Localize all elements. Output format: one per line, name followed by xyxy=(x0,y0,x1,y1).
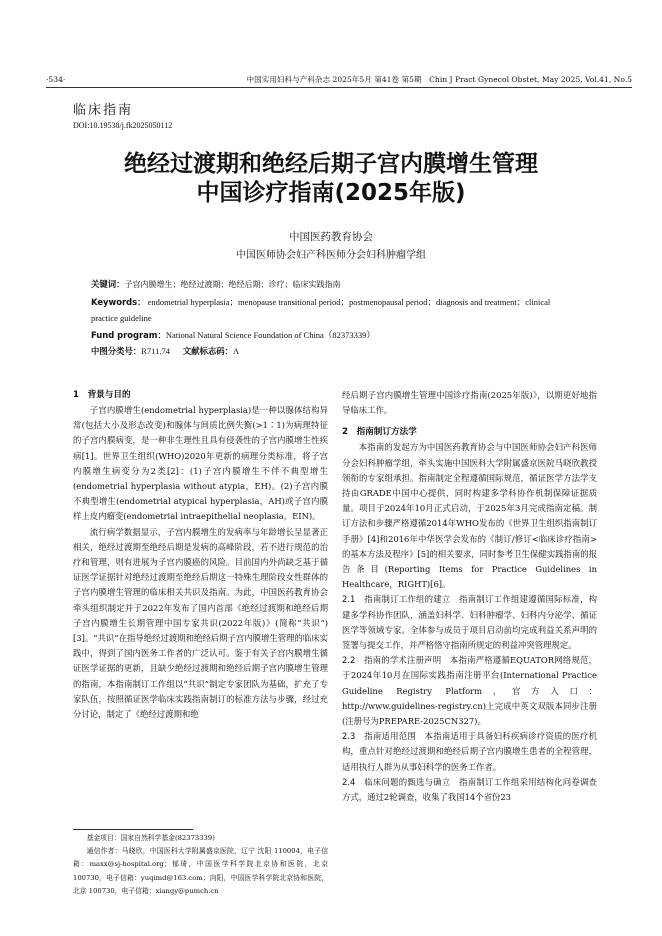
paragraph: 子宫内膜增生(endometrial hyperplasia)是一种以腺体结构异常(包括大小及形态改变)和腺体与间质比例失衡(>1∶1)为病理特征的子宫内膜病变，是一种非生理性且具有侵袭性的子宫内膜增生性疾病[1]。世界卫生组织(WHO)2020年更新的病理分类标准，将子宫内膜增生病变分为2类[2]：(1)子宫内膜增生不伴不典型增生(endometrial hyperplasia without atypia，EH)。(2)子宫内膜不典型增生(endometrial atypical hyperplasia，AH)或子宫内膜样上皮内瘤变(endometrial intraepithelial neoplasia，EIN)。 xyxy=(73,405,328,522)
subsection-text: 本指南适用于具备妇科疾病诊疗资质的医疗机构，重点针对绝经过渡期和绝经后期子宫内膜增生患者的全程管理，适用执行人群为从事妇科学的医务工作者。 xyxy=(342,731,597,772)
right-column xyxy=(342,388,597,805)
subsection-2-3 xyxy=(342,729,597,775)
subsection-title: 2.4 临床问题的甄选与确立 xyxy=(342,776,451,787)
subsection-title: 2.2 指南的学术注册声明 xyxy=(342,655,442,666)
subsection-title: 2.1 指南制订工作组的建立 xyxy=(342,594,451,605)
fund-text: National Natural Science Foundation of China（82373339） xyxy=(165,329,375,340)
doc-code-label: 文献标志码： xyxy=(182,346,233,356)
subsection-2-2 xyxy=(342,653,597,729)
section-heading-2: 2 指南制订方法学 xyxy=(342,427,417,438)
subsection-text: 指南制订工作组采用结构化问卷调查方式，通过2轮调查，收集了我国14个省份23 xyxy=(342,776,598,803)
keywords-zh-label: 关键词： xyxy=(91,279,125,289)
subsection-2-4 xyxy=(342,775,597,805)
paragraph: 本指南的发起方为中国医药教育协会与中国医师协会妇产科医师分会妇科肿瘤学组，牵头实施中国医科大学附属盛京医院马晓欣教授领衔的专家组承担。指南制定全程遵循国际规范，循证医学方法学支持由GRADE中国中心提供，同时构建多学科协作机制保障证据质量。项目于2024年10月正式启动，于2025年3月完成指南定稿。制订方法和步骤严格遵循2014年WHO发布的《世界卫生组织指南制订手册》[4]和2016年中华医学会发布的《制订/修订<临床诊疗指南>的基本方法及程序》[5]的相关要求，同时参考卫生保健实践指南的报告条目(Reporting Items for Practice Guidelines in Healthcare，RIGHT)[6]。 xyxy=(342,442,597,590)
keywords-en-label: Keywords： xyxy=(91,296,146,307)
left-column xyxy=(73,388,328,722)
title-line-1: 绝经过渡期和绝经后期子宫内膜增生管理 xyxy=(124,151,538,177)
journal-citation: 中国实用妇科与产科杂志 2025年5月 第41卷 第5期 Chin J Pract Gynecol Obstet, May 2025, Vol.41, No.5 xyxy=(246,75,632,84)
keywords-zh xyxy=(91,276,571,294)
keywords-en xyxy=(91,294,571,327)
page-number: ·534· xyxy=(46,75,66,84)
author-organization-1: 中国医药教育协会 xyxy=(289,231,373,243)
clc-value: R711.74 xyxy=(141,346,170,356)
subsection-text: 指南制订工作组建遵循国际标准，构建多学科协作团队，涵盖妇科学、妇科肿瘤学、妇科内分泌学、循证医学等领域专家。全体参与成员于项目启动前均完成利益关系声明的签署与提交工作，并严格恪守指南所规定的利益冲突管理规定。 xyxy=(342,594,598,651)
doi: DOI:10.19538/j.fk2025050112 xyxy=(73,121,173,130)
footnotes xyxy=(73,832,328,898)
author-organization-2: 中国医师协会妇产科医师分会妇科肿瘤学组 xyxy=(236,250,426,261)
fund-label: Fund program： xyxy=(91,329,166,340)
footnote-fund: 基金项目：国家自然科学基金(82373339) xyxy=(86,834,215,842)
paragraph: 经后期子宫内膜增生管理中国诊疗指南(2025年版)》，以期更好地指导临床工作。 xyxy=(342,390,597,416)
keywords-en-text: endometrial hyperplasia；menopause transitional period；postmenopausal period；diagnosis and treatment；clinical practice guideline xyxy=(91,296,551,323)
article-meta xyxy=(91,276,571,360)
subsection-2-1 xyxy=(342,592,597,653)
section-heading-1: 1 背景与目的 xyxy=(73,390,131,400)
paragraph: 流行病学数据显示，子宫内膜增生的发病率与年龄增长呈显著正相关，绝经过渡期至绝经后期是发病的高峰阶段，若不进行规范的治疗和管理，则有进展为子宫内膜癌的风险。目前国内外尚缺乏基于循证医学证据针对绝经过渡期至绝经后期这一特殊生理阶段女性群体的子宫内膜增生管理的临床相关共识及指南。为此，中国医药教育协会牵头组织制定并于2022年发布了国内首部《绝经过渡期和绝经后期子宫内膜增生长期管理中国专家共识(2022年版)》(简称“共识”)[3]。“共识”在指导绝经过渡期和绝经后期子宫内膜增生管理的临床实践中，得到了国内医务工作者的广泛认可。鉴于有关子宫内膜增生循证医学证据的更新，且缺少绝经过渡期和绝经后期子宫内膜增生管理的指南，本指南制订工作组以“共识”制定专家团队为基础，扩充了专家队伍，按照循证医学临床实践指南制订的标准方法与步骤，经过充分讨论，制定了《绝经过渡期和绝 xyxy=(73,526,328,720)
subsection-title: 2.3 指南适用范围 xyxy=(342,731,416,742)
doc-code-value: A xyxy=(232,346,240,356)
classification xyxy=(91,343,571,360)
running-header xyxy=(46,73,632,88)
column-tag: 临床指南 xyxy=(73,103,134,118)
article-title xyxy=(0,150,662,208)
fund-program xyxy=(91,327,571,344)
subsection-text: 本指南严格遵循EQUATOR网络规范，于2024年10月在国际实践指南注册平台(International Practice Guideline Registry Platform，官方入口：http://www.guidelines-registry.cn)上完成中英文双版本同步注册(注册号为PREPARE-2025CN327)。 xyxy=(342,655,597,727)
footnote-rule xyxy=(73,829,193,830)
keywords-zh-text: 子宫内膜增生；绝经过渡期；绝经后期；诊疗；临床实践指南 xyxy=(124,280,341,289)
clc-label: 中图分类号： xyxy=(91,346,142,356)
footnote-correspondence: 通信作者：马晓欣，中国医科大学附属盛京医院，辽宁 沈阳 110004，电子信箱：maxx@sj-hospital.org；郁琦，中国医学科学院北京协和医院，北京 100730，电子信箱：yuqimd@163.com；向阳，中国医学科学院北京协和医院，北京 100730，电子信箱：xiangy@pumch.cn xyxy=(73,847,328,895)
title-line-2: 中国诊疗指南(2025年版) xyxy=(196,180,466,206)
